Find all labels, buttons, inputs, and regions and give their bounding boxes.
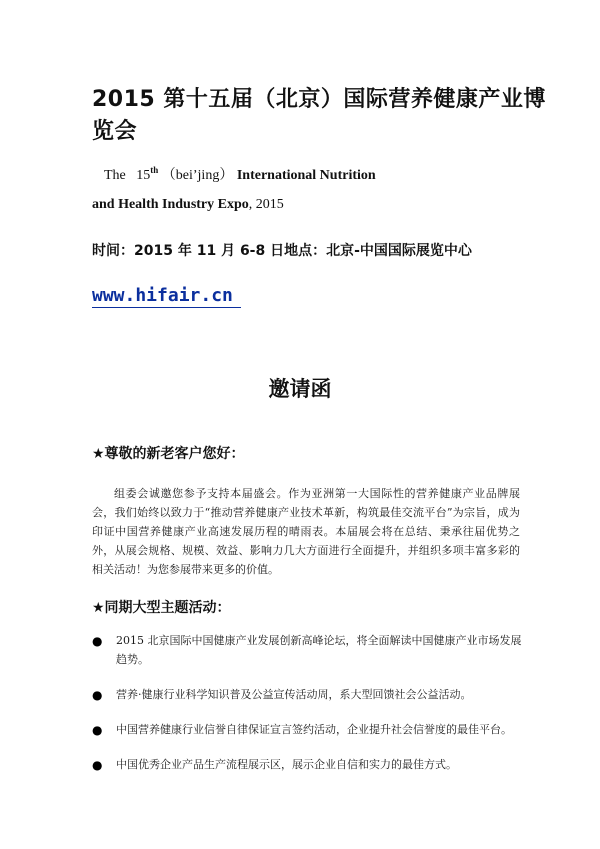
- title-en-city: （bei’jing）: [161, 168, 234, 183]
- website-link[interactable]: www.hifair.cn: [92, 285, 241, 308]
- title-en-prefix: The: [104, 168, 126, 183]
- list-item: [92, 685, 522, 704]
- list-item-text: 中国优秀企业产品生产流程展示区，展示企业自信和实力的最佳方式。: [116, 758, 457, 771]
- bullet-icon: ●: [92, 758, 103, 772]
- events-heading: ★同期大型主题活动：: [92, 600, 231, 616]
- title-en-superscript: th: [150, 165, 159, 175]
- time-location: 时间：2015 年 11 月 6-8 日地点：北京-中国国际展览中心: [92, 243, 472, 259]
- list-item: [92, 755, 522, 774]
- list-item: [92, 631, 522, 669]
- greeting-heading: ★尊敬的新老客户您好：: [92, 446, 245, 462]
- bullet-icon: ●: [92, 723, 103, 737]
- title-en-rest: International Nutrition: [236, 168, 376, 183]
- title-en-line2-main: and Health Industry Expo: [92, 197, 249, 212]
- page-title-english-line-1: [104, 164, 376, 184]
- list-item-text: 营养·健康行业科学知识普及公益宣传活动周，系大型回馈社会公益活动。: [116, 688, 472, 701]
- title-en-number: 15: [136, 168, 151, 183]
- title-en-line2-year: , 2015: [248, 197, 284, 212]
- invitation-title: 邀请函: [268, 377, 332, 401]
- bullet-icon: ●: [92, 688, 103, 702]
- bullet-icon: ●: [92, 634, 103, 648]
- list-item-text: 中国营养健康行业信誉自律保证宣言签约活动，企业提升社会信誉度的最佳平台。: [116, 723, 512, 736]
- list-item: [92, 720, 522, 739]
- page-title-chinese: 2015 第十五届（北京）国际营养健康产业博览会: [92, 87, 546, 144]
- list-item-text: 2015 北京国际中国健康产业发展创新高峰论坛，将全面解读中国健康产业市场发展趋势。: [116, 634, 522, 666]
- events-list: [92, 631, 522, 790]
- invitation-body: 组委会诚邀您参予支持本届盛会。作为亚洲第一大国际性的营养健康产业品牌展会，我们始终以致力于“推动营养健康产业技术革新，构筑最佳交流平台”为宗旨，成为印证中国营养健康产业高速发展历程的晴雨表。本届展会将在总结、秉承往届优势之外，从展会规格、规模、效益、影响力几大方面进行全面提升，并组织多项丰富多彩的相关活动！为您参展带来更多的价值。: [92, 487, 520, 576]
- page-title-english-line-2: [92, 197, 284, 213]
